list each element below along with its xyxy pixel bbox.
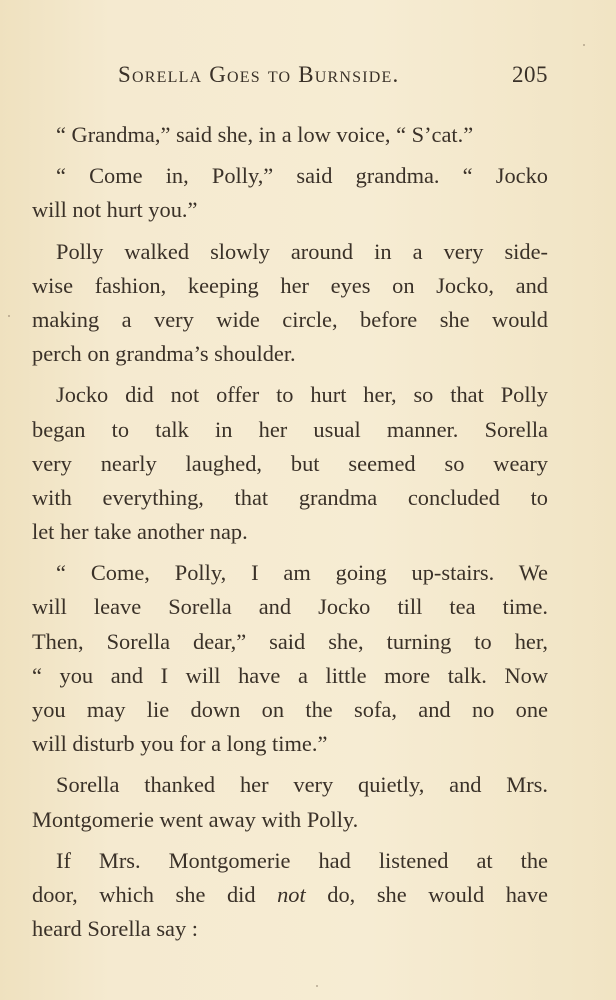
page-number: 205 — [512, 62, 548, 87]
text-line: Sorella thanked her very quietly, and Mrs. — [56, 772, 548, 798]
text-line: Montgomerie went away with Polly. — [32, 806, 359, 832]
text-line: perch on grandma’s shoulder. — [32, 341, 296, 367]
running-head: Sorella Goes to Burnside. — [118, 62, 400, 87]
text-segment: do, she would have — [305, 881, 548, 907]
text-line: “ Come in, Polly,” said grandma. “ Jocko — [56, 163, 548, 189]
page-header — [32, 62, 548, 94]
text-line: “ you and I will have a little more talk. Now — [32, 662, 548, 688]
paper-speck — [583, 44, 585, 46]
text-line: you may lie down on the sofa, and no one — [32, 697, 548, 722]
text-line: wise fashion, keeping her eyes on Jocko, and — [32, 272, 548, 298]
body-text — [32, 118, 548, 946]
text-line: heard Sorella say : — [32, 916, 199, 942]
paper-speck — [316, 985, 318, 987]
text-line: making a very wide circle, before she would — [32, 306, 548, 332]
text-line — [32, 878, 548, 912]
text-line: Then, Sorella dear,” said she, turning to her, — [32, 628, 548, 654]
text-line: will disturb you for a long time.” — [32, 731, 328, 757]
text-line: “ Grandma,” said she, in a low voice, “ S’cat.” — [56, 122, 474, 147]
text-line: will not hurt you.” — [32, 197, 198, 223]
paper-speck — [8, 315, 10, 317]
text-line: Jocko did not offer to hurt her, so that Polly — [56, 382, 548, 408]
text-line: began to talk in her usual manner. Sorella — [32, 416, 548, 442]
text-line: will leave Sorella and Jocko till tea time. — [32, 594, 548, 620]
emphasis-word: not — [277, 881, 306, 907]
text-line: with everything, that grandma concluded to — [32, 484, 548, 510]
text-line: “ Come, Polly, I am going up-stairs. We — [56, 560, 548, 586]
text-line: Polly walked slowly around in a very side- — [56, 238, 548, 264]
text-segment: door, which she did — [32, 881, 278, 907]
text-line: let her take another nap. — [32, 519, 248, 545]
text-line: If Mrs. Montgomerie had listened at the — [56, 847, 548, 873]
text-line: very nearly laughed, but seemed so weary — [32, 450, 548, 476]
